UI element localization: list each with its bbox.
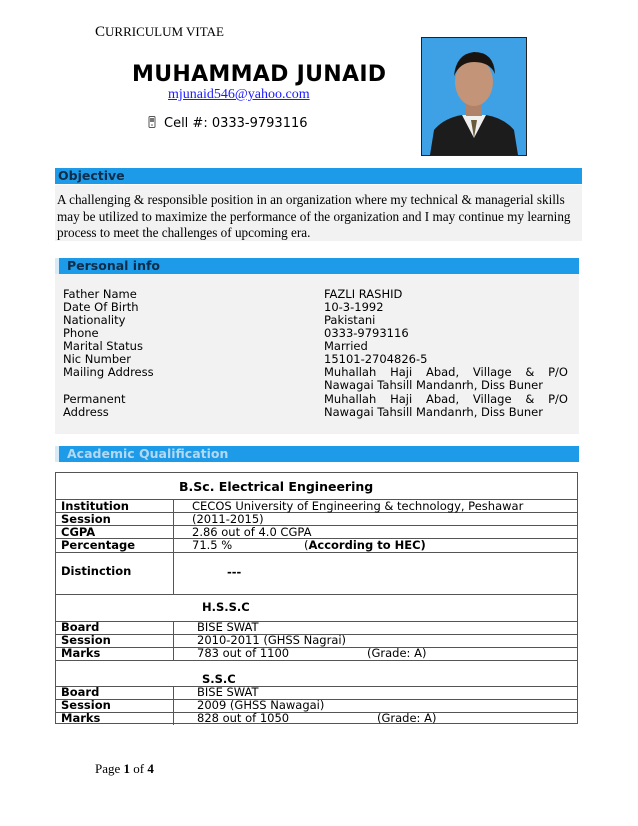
profile-photo	[421, 37, 527, 156]
objective-section-bar	[55, 168, 582, 184]
pi-value-nationality: Pakistani	[324, 313, 376, 327]
academic-section-bar	[55, 446, 579, 462]
academic-title: Academic Qualification	[67, 446, 229, 461]
pi-value-father-name: FAZLI RASHID	[324, 287, 403, 301]
hssc-marks-label: Marks	[61, 646, 101, 660]
table-rule	[56, 621, 577, 622]
mobile-phone-icon	[148, 116, 156, 131]
hssc-session-value: 2010-2011 (GHSS Nagrai)	[197, 633, 347, 647]
pi-label-dob: Date Of Birth	[63, 300, 139, 314]
personal-info-title: Personal info	[67, 258, 161, 273]
hssc-marks-value: 783 out of 1100	[197, 646, 290, 660]
bsc-distinction-value: ---	[227, 565, 242, 579]
table-divider	[173, 499, 174, 594]
hssc-heading: H.S.S.C	[202, 600, 250, 614]
ssc-marks-label: Marks	[61, 711, 101, 725]
pi-value-marital-status: Married	[324, 339, 368, 353]
candidate-name: MUHAMMAD JUNAID	[132, 62, 387, 87]
table-rule	[56, 525, 577, 526]
bsc-cgpa-label: CGPA	[61, 525, 96, 539]
pi-value-nic-number: 15101-2704826-5	[324, 352, 428, 366]
hssc-board-value: BISE SWAT	[197, 620, 259, 634]
ssc-board-value: BISE SWAT	[197, 685, 259, 699]
academic-table	[55, 472, 578, 724]
table-rule	[56, 594, 577, 595]
objective-text: A challenging & responsible position in an organization where my technical & managerial skills may be utilized to maximize the performance of the organization and I may continue my learning process to meet the challenges of upcoming era.	[57, 192, 571, 240]
table-rule	[56, 712, 577, 713]
pi-value-mailing-address: Muhallah Haji Abad, Village & P/O Nawagai Tahsill Mandanrh, Diss Buner	[324, 365, 568, 392]
table-divider	[173, 686, 174, 725]
bsc-heading: B.Sc. Electrical Engineering	[179, 479, 374, 494]
pi-label-marital-status: Marital Status	[63, 339, 143, 353]
pi-value-phone: 0333-9793116	[324, 326, 409, 340]
pi-label-father-name: Father Name	[63, 287, 137, 301]
personal-info-section-bar	[55, 258, 579, 274]
pi-label-mailing-address: Mailing Address	[63, 365, 154, 379]
hssc-board-label: Board	[61, 620, 100, 634]
bsc-cgpa-value: 2.86 out of 4.0 CGPA	[192, 525, 312, 539]
bsc-institution-value: CECOS University of Engineering & technology, Peshawar	[192, 499, 524, 513]
hssc-session-label: Session	[61, 633, 111, 647]
page-number: Page 1 of 4	[95, 761, 154, 776]
table-rule	[56, 660, 577, 661]
table-rule	[56, 647, 577, 648]
ssc-session-label: Session	[61, 698, 111, 712]
table-divider	[173, 621, 174, 660]
pi-label-nationality: Nationality	[63, 313, 126, 327]
pi-value-dob: 10-3-1992	[324, 300, 384, 314]
table-rule	[56, 552, 577, 553]
bsc-session-value: (2011-2015)	[192, 512, 264, 526]
pi-label-permanent-address: Permanent Address	[63, 392, 126, 419]
bsc-percentage-note: (According to HEC)	[304, 538, 426, 552]
ssc-session-value: 2009 (GHSS Nawagai)	[197, 698, 325, 712]
cv-heading: CURRICULUM VITAE	[95, 24, 224, 40]
cell-number	[148, 116, 308, 131]
cell-label: Cell #: 0333-9793116	[164, 116, 308, 131]
objective-title: Objective	[58, 168, 125, 183]
pi-label-phone: Phone	[63, 326, 99, 340]
pi-label-nic-number: Nic Number	[63, 352, 131, 366]
bsc-institution-label: Institution	[61, 499, 129, 513]
table-rule	[56, 686, 577, 687]
email-link[interactable]: mjunaid546@yahoo.com	[168, 87, 310, 102]
bsc-session-label: Session	[61, 512, 111, 526]
ssc-marks-value: 828 out of 1050	[197, 711, 290, 725]
ssc-board-label: Board	[61, 685, 100, 699]
pi-value-permanent-address: Muhallah Haji Abad, Village & P/O Nawagai Tahsill Mandanrh, Diss Buner	[324, 392, 568, 419]
hssc-grade: (Grade: A)	[367, 646, 427, 660]
bsc-percentage-value: 71.5 %	[192, 538, 233, 552]
bsc-percentage-label: Percentage	[61, 538, 135, 552]
ssc-grade: (Grade: A)	[377, 711, 437, 725]
ssc-heading: S.S.C	[202, 672, 236, 686]
bsc-distinction-label: Distinction	[61, 564, 132, 578]
